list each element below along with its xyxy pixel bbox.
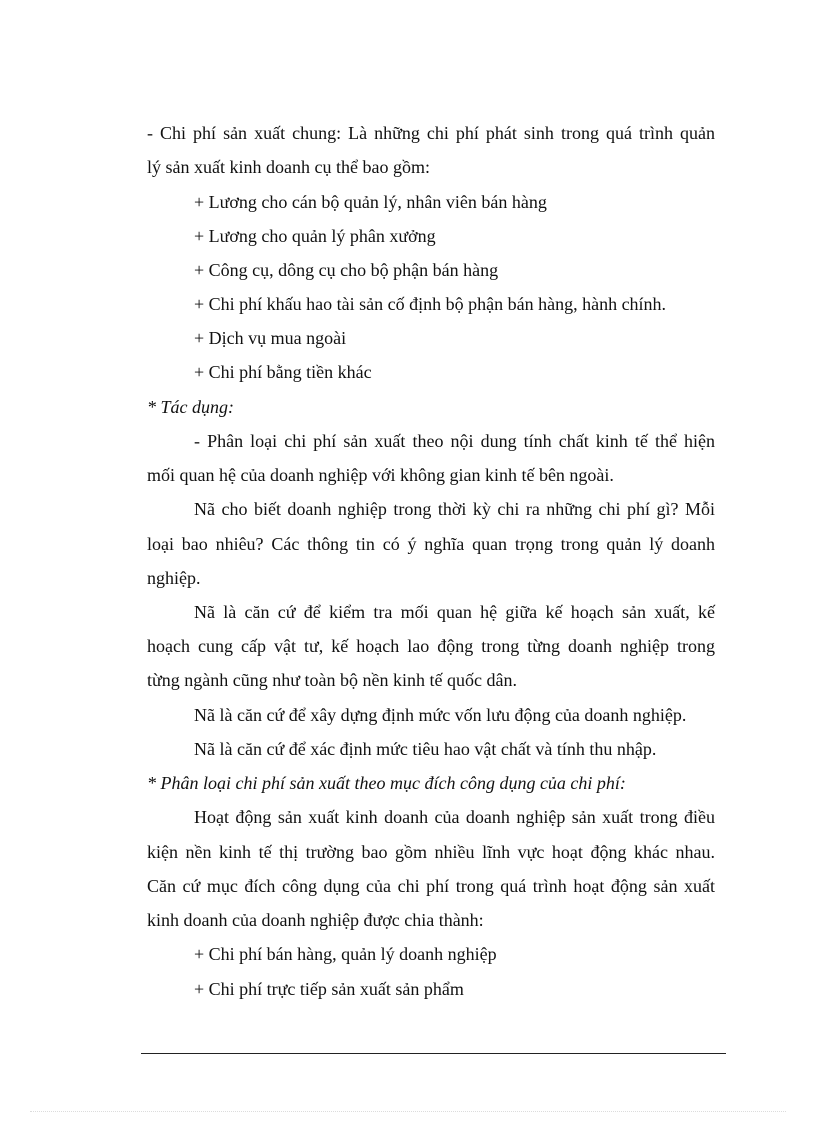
paragraph-line: loại bao nhiêu? Các thông tin có ý nghĩa quan trọng trong quản lý doanh <box>147 534 715 554</box>
paragraph-line: Nã là căn cứ để xây dựng định mức vốn lưu động của doanh nghiệp. <box>194 705 687 725</box>
footer-divider <box>141 1053 726 1054</box>
cost-item: + Lương cho cán bộ quản lý, nhân viên bán hàng <box>194 192 547 212</box>
general-costs-text-line: lý sản xuất kinh doanh cụ thể bao gồm: <box>147 157 430 177</box>
cost-item: + Chi phí bằng tiền khác <box>194 362 372 382</box>
section-heading: * Tác dụng: <box>147 397 234 417</box>
paragraph-line: - Phân loại chi phí sản xuất theo nội dung tính chất kinh tế thể hiện <box>194 431 715 451</box>
paragraph-line: mối quan hệ của doanh nghiệp với không gian kinh tế bên ngoài. <box>147 465 614 485</box>
cost-item: + Công cụ, dông cụ cho bộ phận bán hàng <box>194 260 499 280</box>
section-heading: * Phân loại chi phí sản xuất theo mục đích công dụng của chi phí: <box>147 773 626 793</box>
paragraph-line: từng ngành cũng như toàn bộ nền kinh tế quốc dân. <box>147 670 517 690</box>
paragraph-line: kiện nền kinh tế thị trường bao gồm nhiều lĩnh vực hoạt động khác nhau. <box>147 842 715 862</box>
cost-item: + Lương cho quản lý phân xưởng <box>194 226 436 246</box>
paragraph-line: kinh doanh của doanh nghiệp được chia thành: <box>147 910 484 930</box>
purpose-item: + Chi phí trực tiếp sản xuất sản phẩm <box>194 979 464 999</box>
purpose-item: + Chi phí bán hàng, quản lý doanh nghiệp <box>194 944 497 964</box>
paragraph-line: Hoạt động sản xuất kinh doanh của doanh nghiệp sản xuất trong điều <box>194 807 715 827</box>
general-costs-text-line: - Chi phí sản xuất chung: Là những chi phí phát sinh trong quá trình quản <box>147 123 715 143</box>
paragraph-line: Nã cho biết doanh nghiệp trong thời kỳ chi ra những chi phí gì? Mỗi <box>194 499 715 519</box>
paragraph-line: Căn cứ mục đích công dụng của chi phí trong quá trình hoạt động sản xuất <box>147 876 715 896</box>
cost-item: + Dịch vụ mua ngoài <box>194 328 347 348</box>
page-boundary-divider <box>30 1111 786 1112</box>
cost-item: + Chi phí khấu hao tài sản cố định bộ phận bán hàng, hành chính. <box>194 294 667 314</box>
paragraph-line: hoạch cung cấp vật tư, kế hoạch lao động trong từng doanh nghiệp trong <box>147 636 715 656</box>
paragraph-line: Nã là căn cứ để xác định mức tiêu hao vật chất và tính thu nhập. <box>194 739 657 759</box>
paragraph-line: nghiệp. <box>147 568 201 588</box>
paragraph-line: Nã là căn cứ để kiểm tra mối quan hệ giữa kế hoạch sản xuất, kế <box>194 602 715 622</box>
